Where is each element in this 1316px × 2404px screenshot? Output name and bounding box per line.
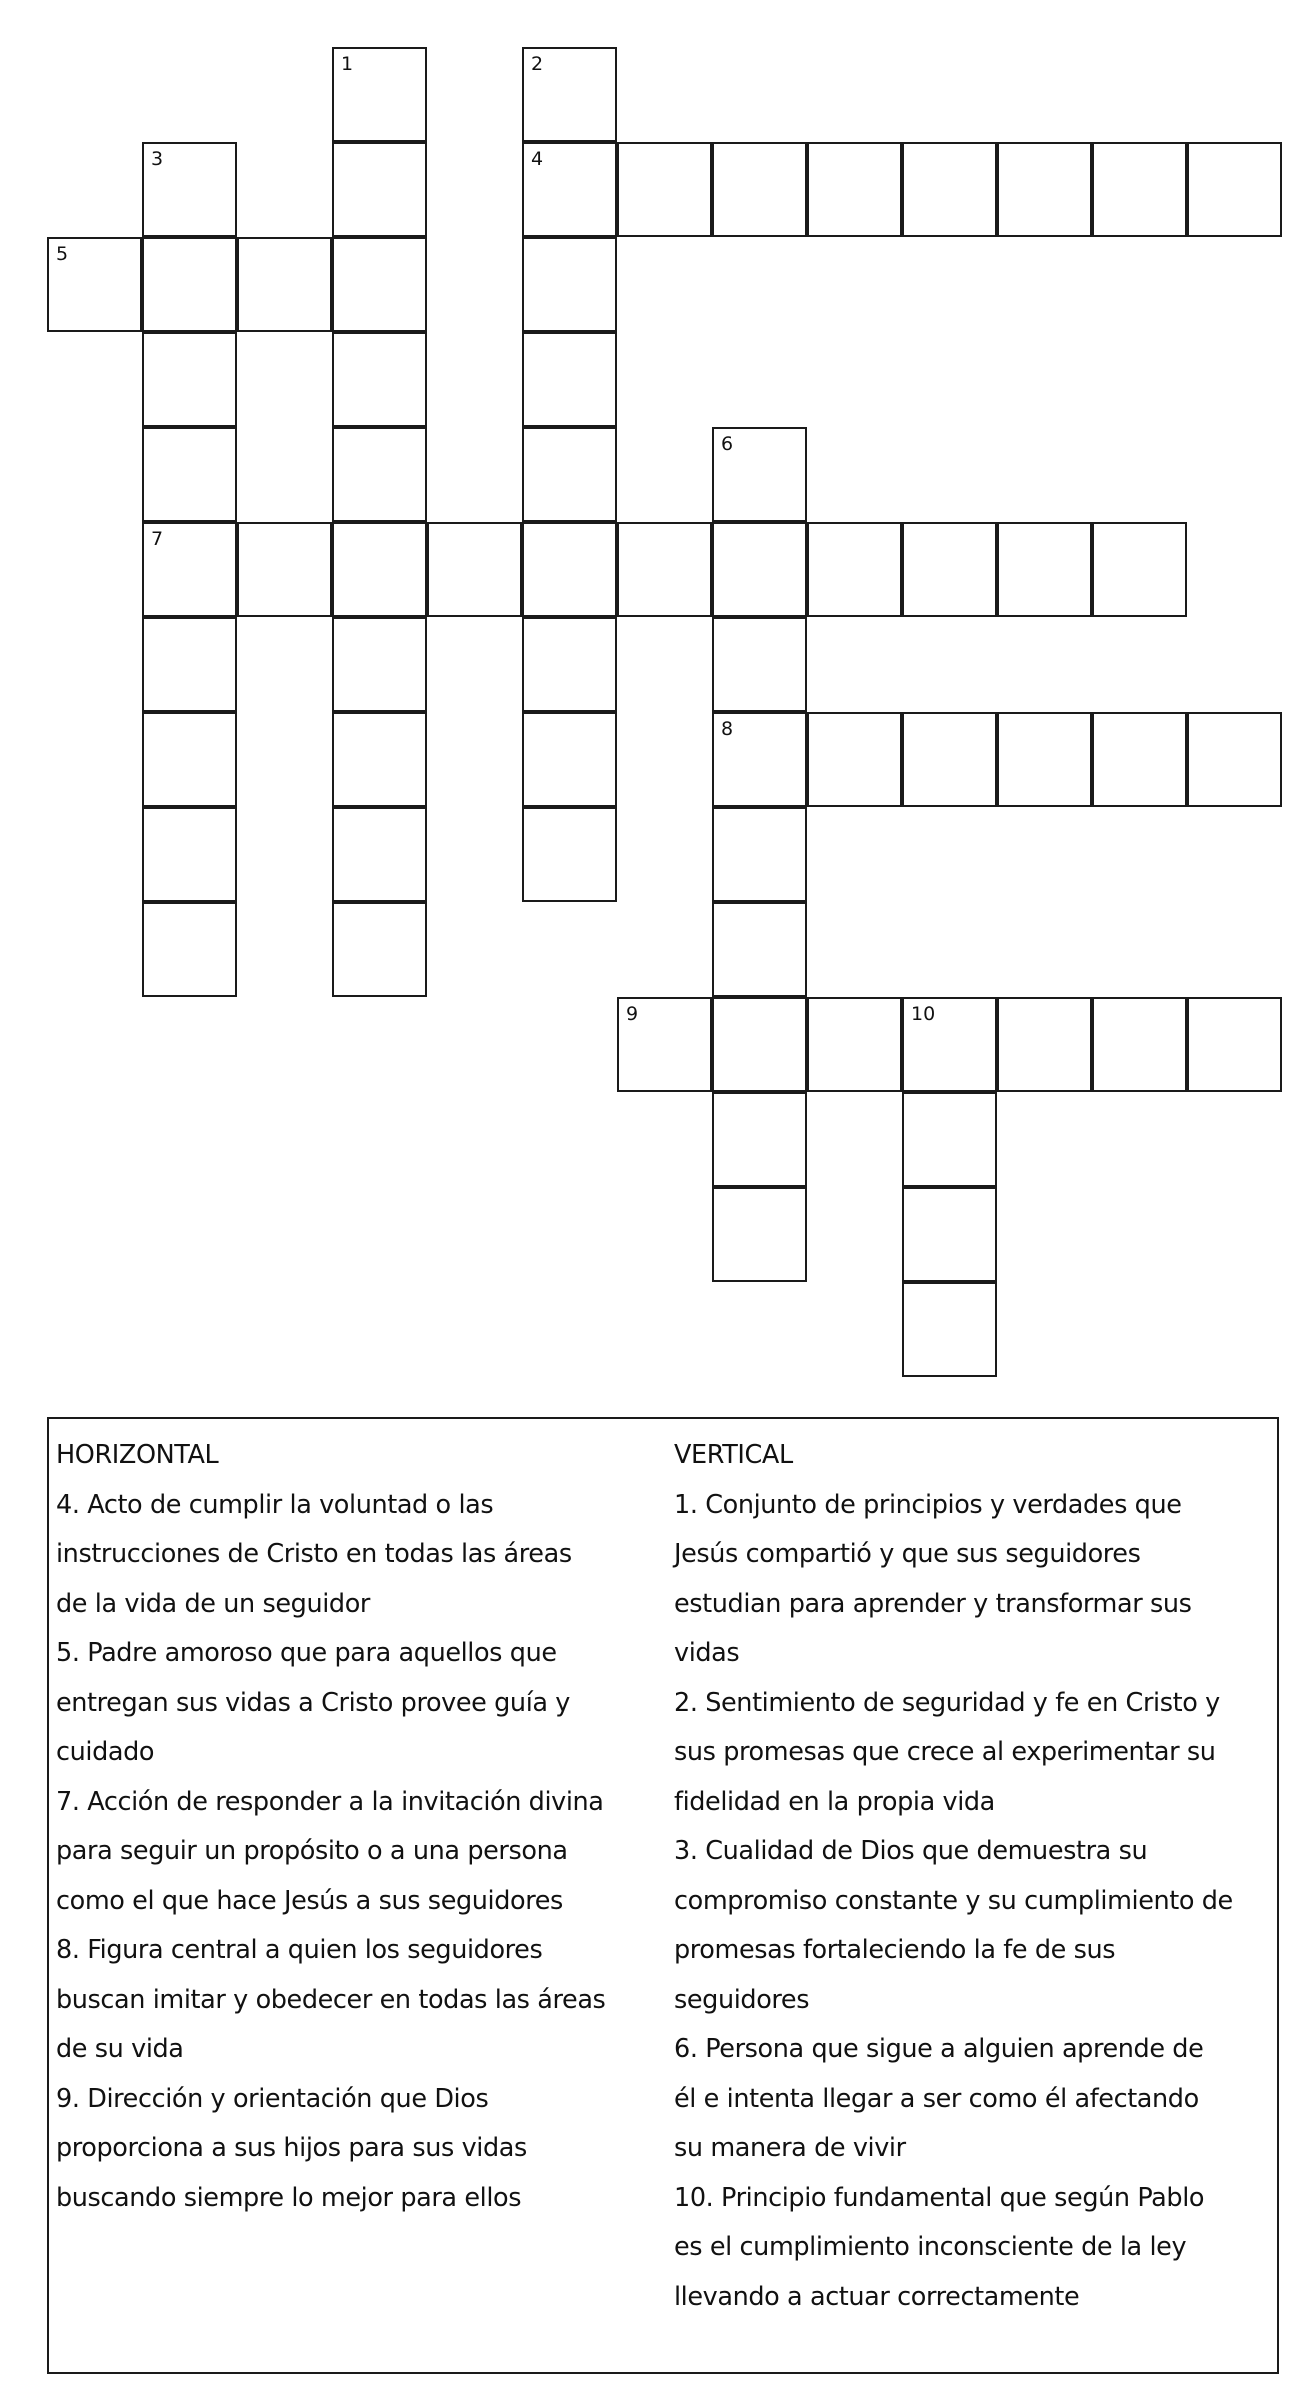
clue-line: de su vida [56,2034,184,2064]
grid-cell[interactable] [617,997,712,1092]
clue-line: proporciona a sus hijos para sus vidas [56,2133,527,2163]
letter-input[interactable] [999,144,1090,235]
grid-cell[interactable] [712,1092,807,1187]
grid-cell[interactable] [47,237,142,332]
grid-cell[interactable] [142,427,237,522]
grid-cell[interactable] [522,237,617,332]
letter-input[interactable] [334,429,425,520]
letter-input[interactable] [524,429,615,520]
grid-cell[interactable] [142,142,237,237]
grid-cell[interactable] [712,142,807,237]
letter-input[interactable] [714,1189,805,1280]
horizontal-clues [56,1431,656,2223]
letter-input[interactable] [334,144,425,235]
grid-cell[interactable] [807,142,902,237]
letter-input[interactable] [714,904,805,995]
grid-cell[interactable] [902,142,997,237]
letter-input[interactable] [144,904,235,995]
letter-input[interactable] [239,524,330,615]
grid-cell[interactable] [522,617,617,712]
grid-cell[interactable] [902,1282,997,1377]
letter-input[interactable] [999,524,1090,615]
clue-line: es el cumplimiento inconsciente de la ley [674,2232,1187,2262]
grid-cell[interactable] [142,332,237,427]
clue-line: 10. Principio fundamental que según Pablo [674,2182,1205,2213]
grid-cell[interactable] [1187,142,1282,237]
grid-cell[interactable] [522,807,617,902]
grid-cell[interactable] [997,997,1092,1092]
letter-input[interactable] [524,334,615,425]
clue-line: su manera de vivir [674,2133,906,2163]
clue-number: 10 [911,1003,936,1025]
letter-input[interactable] [904,1284,995,1375]
grid-cell[interactable] [712,902,807,997]
letter-input[interactable] [904,1094,995,1185]
letter-input[interactable] [524,49,615,140]
letter-input[interactable] [714,999,805,1090]
letter-input[interactable] [1094,714,1185,805]
clue-number: 2 [531,53,544,75]
letter-input[interactable] [334,619,425,710]
letter-input[interactable] [999,999,1090,1090]
clue-line: 9. Dirección y orientación que Dios [56,2083,489,2114]
grid-cell[interactable] [997,522,1092,617]
grid-cell[interactable] [902,1187,997,1282]
grid-cell[interactable] [142,807,237,902]
grid-cell[interactable] [332,237,427,332]
clue-line: sus promesas que crece al experimentar su [674,1737,1216,1767]
grid-cell[interactable] [427,522,522,617]
grid-cell[interactable] [712,617,807,712]
grid-cell[interactable] [237,522,332,617]
grid-cell[interactable] [1092,997,1187,1092]
clue-number: 9 [626,1003,639,1025]
letter-input[interactable] [714,714,805,805]
clue-line: 3. Cualidad de Dios que demuestra su [674,1836,1148,1866]
grid-cell[interactable] [997,142,1092,237]
clue-line: para seguir un propósito o a una persona [56,1836,568,1866]
letter-input[interactable] [429,524,520,615]
grid-cell[interactable] [1187,712,1282,807]
clue-number: 4 [531,148,544,170]
grid-cell[interactable] [997,712,1092,807]
letter-input[interactable] [904,524,995,615]
grid-cell[interactable] [902,522,997,617]
letter-input[interactable] [714,1094,805,1185]
grid-cell[interactable] [712,1187,807,1282]
letter-input[interactable] [239,239,330,330]
letter-input[interactable] [714,809,805,900]
letter-input[interactable] [144,239,235,330]
letter-input[interactable] [714,144,805,235]
letter-input[interactable] [809,714,900,805]
clue-line: 8. Figura central a quien los seguidores [56,1935,543,1965]
grid-cell[interactable] [902,712,997,807]
clue-line: seguidores [674,1984,810,2015]
letter-input[interactable] [524,619,615,710]
grid-cell[interactable] [712,427,807,522]
letter-input[interactable] [144,144,235,235]
grid-cell[interactable] [617,142,712,237]
letter-input[interactable] [999,714,1090,805]
grid-cell[interactable] [332,47,427,142]
clue-line: él e intenta llegar a ser como él afectando [674,2083,1199,2114]
letter-input[interactable] [144,809,235,900]
grid-cell[interactable] [332,902,427,997]
grid-cell[interactable] [142,617,237,712]
grid-cell[interactable] [1092,142,1187,237]
letter-input[interactable] [334,239,425,330]
clue-line: cuidado [56,1737,155,1767]
clue-line: estudian para aprender y transformar sus [674,1588,1192,1619]
letter-input[interactable] [144,429,235,520]
clue-line: promesas fortaleciendo la fe de sus [674,1935,1116,1965]
horizontal-heading: HORIZONTAL [56,1440,219,1470]
letter-input[interactable] [49,239,140,330]
letter-input[interactable] [1094,999,1185,1090]
grid-cell[interactable] [332,427,427,522]
letter-input[interactable] [1189,714,1280,805]
grid-cell[interactable] [332,807,427,902]
vertical-clues [674,1431,1274,2322]
letter-input[interactable] [904,144,995,235]
letter-input[interactable] [619,524,710,615]
clue-line: de la vida de un seguidor [56,1588,370,1619]
grid-cell[interactable] [332,617,427,712]
clue-line: compromiso constante y su cumplimiento de [674,1885,1233,1916]
letter-input[interactable] [334,714,425,805]
letter-input[interactable] [714,524,805,615]
clue-line: llevando a actuar correctamente [674,2281,1080,2312]
grid-cell[interactable] [712,807,807,902]
letter-input[interactable] [524,809,615,900]
letter-input[interactable] [144,714,235,805]
clue-line: fidelidad en la propia vida [674,1786,995,1817]
letter-input[interactable] [334,904,425,995]
clue-number: 8 [721,718,734,740]
letter-input[interactable] [904,999,995,1090]
clue-line: 2. Sentimiento de seguridad y fe en Cristo y [674,1687,1220,1718]
grid-cell[interactable] [142,522,237,617]
grid-cell[interactable] [142,902,237,997]
clue-line: instrucciones de Cristo en todas las áreas [56,1539,572,1569]
grid-cell[interactable] [522,522,617,617]
letter-input[interactable] [809,144,900,235]
grid-cell[interactable] [522,47,617,142]
letter-input[interactable] [144,524,235,615]
clue-line: 5. Padre amoroso que para aquellos que [56,1638,557,1668]
letter-input[interactable] [334,809,425,900]
clue-line: buscan imitar y obedecer en todas las áreas [56,1984,606,2015]
letter-input[interactable] [619,999,710,1090]
clue-number: 6 [721,433,734,455]
grid-cell[interactable] [522,332,617,427]
letter-input[interactable] [904,1189,995,1280]
clue-line: 6. Persona que sigue a alguien aprende de [674,2034,1204,2064]
grid-cell[interactable] [807,522,902,617]
grid-cell[interactable] [1187,997,1282,1092]
grid-cell[interactable] [332,142,427,237]
clue-line: Jesús compartió y que sus seguidores [674,1539,1141,1569]
grid-cell[interactable] [617,522,712,617]
letter-input[interactable] [1094,524,1185,615]
letter-input[interactable] [809,524,900,615]
grid-cell[interactable] [712,712,807,807]
letter-input[interactable] [334,334,425,425]
clue-line: 1. Conjunto de principios y verdades que [674,1489,1182,1520]
grid-cell[interactable] [332,332,427,427]
clue-line: 7. Acción de responder a la invitación divina [56,1786,604,1817]
grid-cell[interactable] [712,522,807,617]
clue-line: 4. Acto de cumplir la voluntad o las [56,1489,494,1520]
clue-number: 5 [56,243,69,265]
letter-input[interactable] [904,714,995,805]
letter-input[interactable] [334,49,425,140]
vertical-heading: VERTICAL [674,1440,793,1470]
grid-cell[interactable] [332,712,427,807]
clue-number: 7 [151,528,164,550]
letter-input[interactable] [1189,144,1280,235]
clue-line: buscando siempre lo mejor para ellos [56,2182,522,2213]
grid-cell[interactable] [1092,712,1187,807]
grid-cell[interactable] [807,712,902,807]
clue-line: entregan sus vidas a Cristo provee guía y [56,1687,570,1718]
grid-cell[interactable] [332,522,427,617]
letter-input[interactable] [619,144,710,235]
letter-input[interactable] [1094,144,1185,235]
grid-cell[interactable] [142,237,237,332]
grid-cell[interactable] [522,142,617,237]
letter-input[interactable] [334,524,425,615]
clue-number: 3 [151,148,164,170]
clue-line: como el que hace Jesús a sus seguidores [56,1885,563,1916]
letter-input[interactable] [524,239,615,330]
letter-input[interactable] [524,714,615,805]
letter-input[interactable] [524,144,615,235]
letter-input[interactable] [144,334,235,425]
grid-cell[interactable] [522,712,617,807]
clues-box [47,1417,1279,2374]
letter-input[interactable] [714,619,805,710]
grid-cell[interactable] [807,997,902,1092]
grid-cell[interactable] [712,997,807,1092]
grid-cell[interactable] [522,427,617,522]
letter-input[interactable] [144,619,235,710]
grid-cell[interactable] [142,712,237,807]
grid-cell[interactable] [902,997,997,1092]
letter-input[interactable] [809,999,900,1090]
letter-input[interactable] [1189,999,1280,1090]
grid-cell[interactable] [902,1092,997,1187]
letter-input[interactable] [524,524,615,615]
grid-cell[interactable] [237,237,332,332]
grid-cell[interactable] [1092,522,1187,617]
clue-number: 1 [341,53,354,75]
letter-input[interactable] [714,429,805,520]
clue-line: vidas [674,1638,740,1668]
